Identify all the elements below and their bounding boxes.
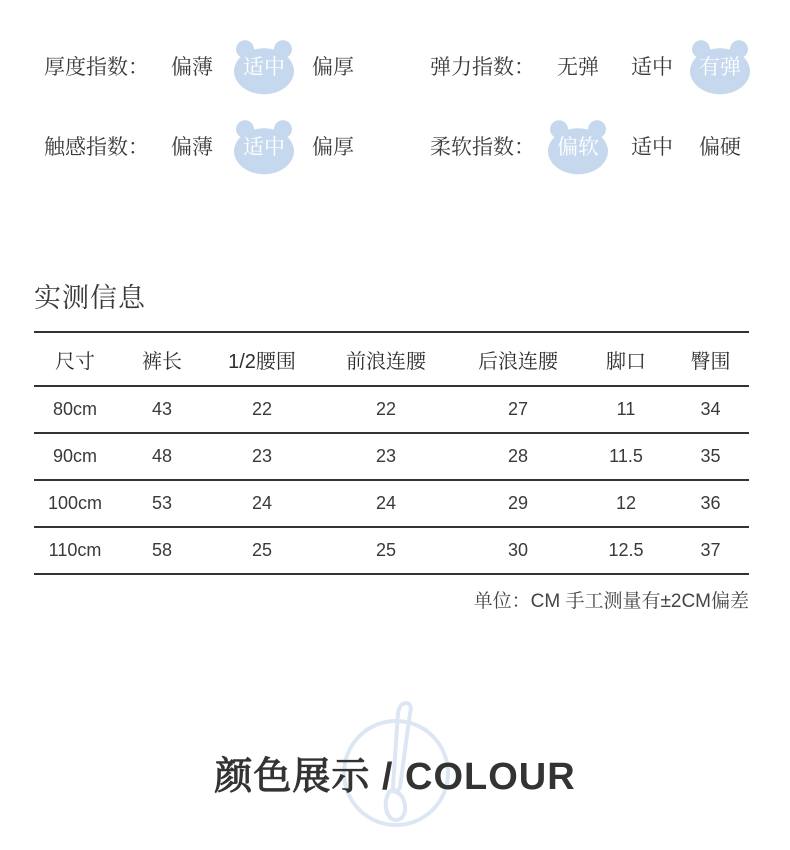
index-label: 触感指数： xyxy=(44,136,149,159)
table-cell: 29 xyxy=(456,480,580,527)
index-label: 弹力指数： xyxy=(430,56,535,79)
size-table xyxy=(34,331,749,575)
table-cell: 23 xyxy=(316,433,456,480)
table-cell: 43 xyxy=(116,386,208,433)
table-cell: 110cm xyxy=(34,527,116,574)
table-header-cell: 裤长 xyxy=(116,332,208,386)
index-row-thickness xyxy=(0,36,790,96)
index-option: 偏厚 xyxy=(312,136,354,159)
table-row xyxy=(34,433,749,480)
index-option: 偏薄 xyxy=(171,56,213,79)
table-cell: 34 xyxy=(672,386,749,433)
index-option-selected: 适中 xyxy=(243,56,285,79)
table-cell: 22 xyxy=(316,386,456,433)
table-cell: 36 xyxy=(672,480,749,527)
table-cell: 24 xyxy=(316,480,456,527)
colour-section xyxy=(0,695,790,845)
table-cell: 100cm xyxy=(34,480,116,527)
table-cell: 22 xyxy=(208,386,316,433)
table-cell: 12 xyxy=(580,480,672,527)
table-header-cell: 尺寸 xyxy=(34,332,116,386)
table-cell: 25 xyxy=(316,527,456,574)
table-header-row xyxy=(34,332,749,386)
measurement-note: 单位：CM 手工测量有±2CM偏差 xyxy=(473,591,749,612)
table-cell: 37 xyxy=(672,527,749,574)
table-cell: 11.5 xyxy=(580,433,672,480)
table-row xyxy=(34,527,749,574)
table-cell: 90cm xyxy=(34,433,116,480)
table-cell: 25 xyxy=(208,527,316,574)
index-label: 柔软指数： xyxy=(430,136,535,159)
table-header-cell: 臀围 xyxy=(672,332,749,386)
table-cell: 27 xyxy=(456,386,580,433)
colour-section-title: 颜色展示 / COLOUR xyxy=(214,756,576,798)
table-cell: 80cm xyxy=(34,386,116,433)
table-cell: 30 xyxy=(456,527,580,574)
table-cell: 58 xyxy=(116,527,208,574)
table-cell: 11 xyxy=(580,386,672,433)
table-cell: 24 xyxy=(208,480,316,527)
index-option: 无弹 xyxy=(557,56,599,79)
table-header-cell: 后浪连腰 xyxy=(456,332,580,386)
table-cell: 12.5 xyxy=(580,527,672,574)
index-row-touch xyxy=(0,116,790,176)
table-header-cell: 1/2腰围 xyxy=(208,332,316,386)
table-header-cell: 前浪连腰 xyxy=(316,332,456,386)
index-option: 适中 xyxy=(631,136,673,159)
index-option: 偏硬 xyxy=(699,136,741,159)
table-cell: 35 xyxy=(672,433,749,480)
index-option: 偏薄 xyxy=(171,136,213,159)
index-option: 偏厚 xyxy=(312,56,354,79)
section-title-measurements: 实测信息 xyxy=(34,283,146,313)
table-row xyxy=(34,386,749,433)
table-header-cell: 脚口 xyxy=(580,332,672,386)
table-cell: 48 xyxy=(116,433,208,480)
table-cell: 23 xyxy=(208,433,316,480)
index-label: 厚度指数： xyxy=(44,56,149,79)
index-option: 适中 xyxy=(631,56,673,79)
table-row xyxy=(34,480,749,527)
table-cell: 28 xyxy=(456,433,580,480)
index-option-selected: 有弹 xyxy=(699,56,741,79)
index-option-selected: 适中 xyxy=(243,136,285,159)
table-cell: 53 xyxy=(116,480,208,527)
index-option-selected: 偏软 xyxy=(557,136,599,159)
